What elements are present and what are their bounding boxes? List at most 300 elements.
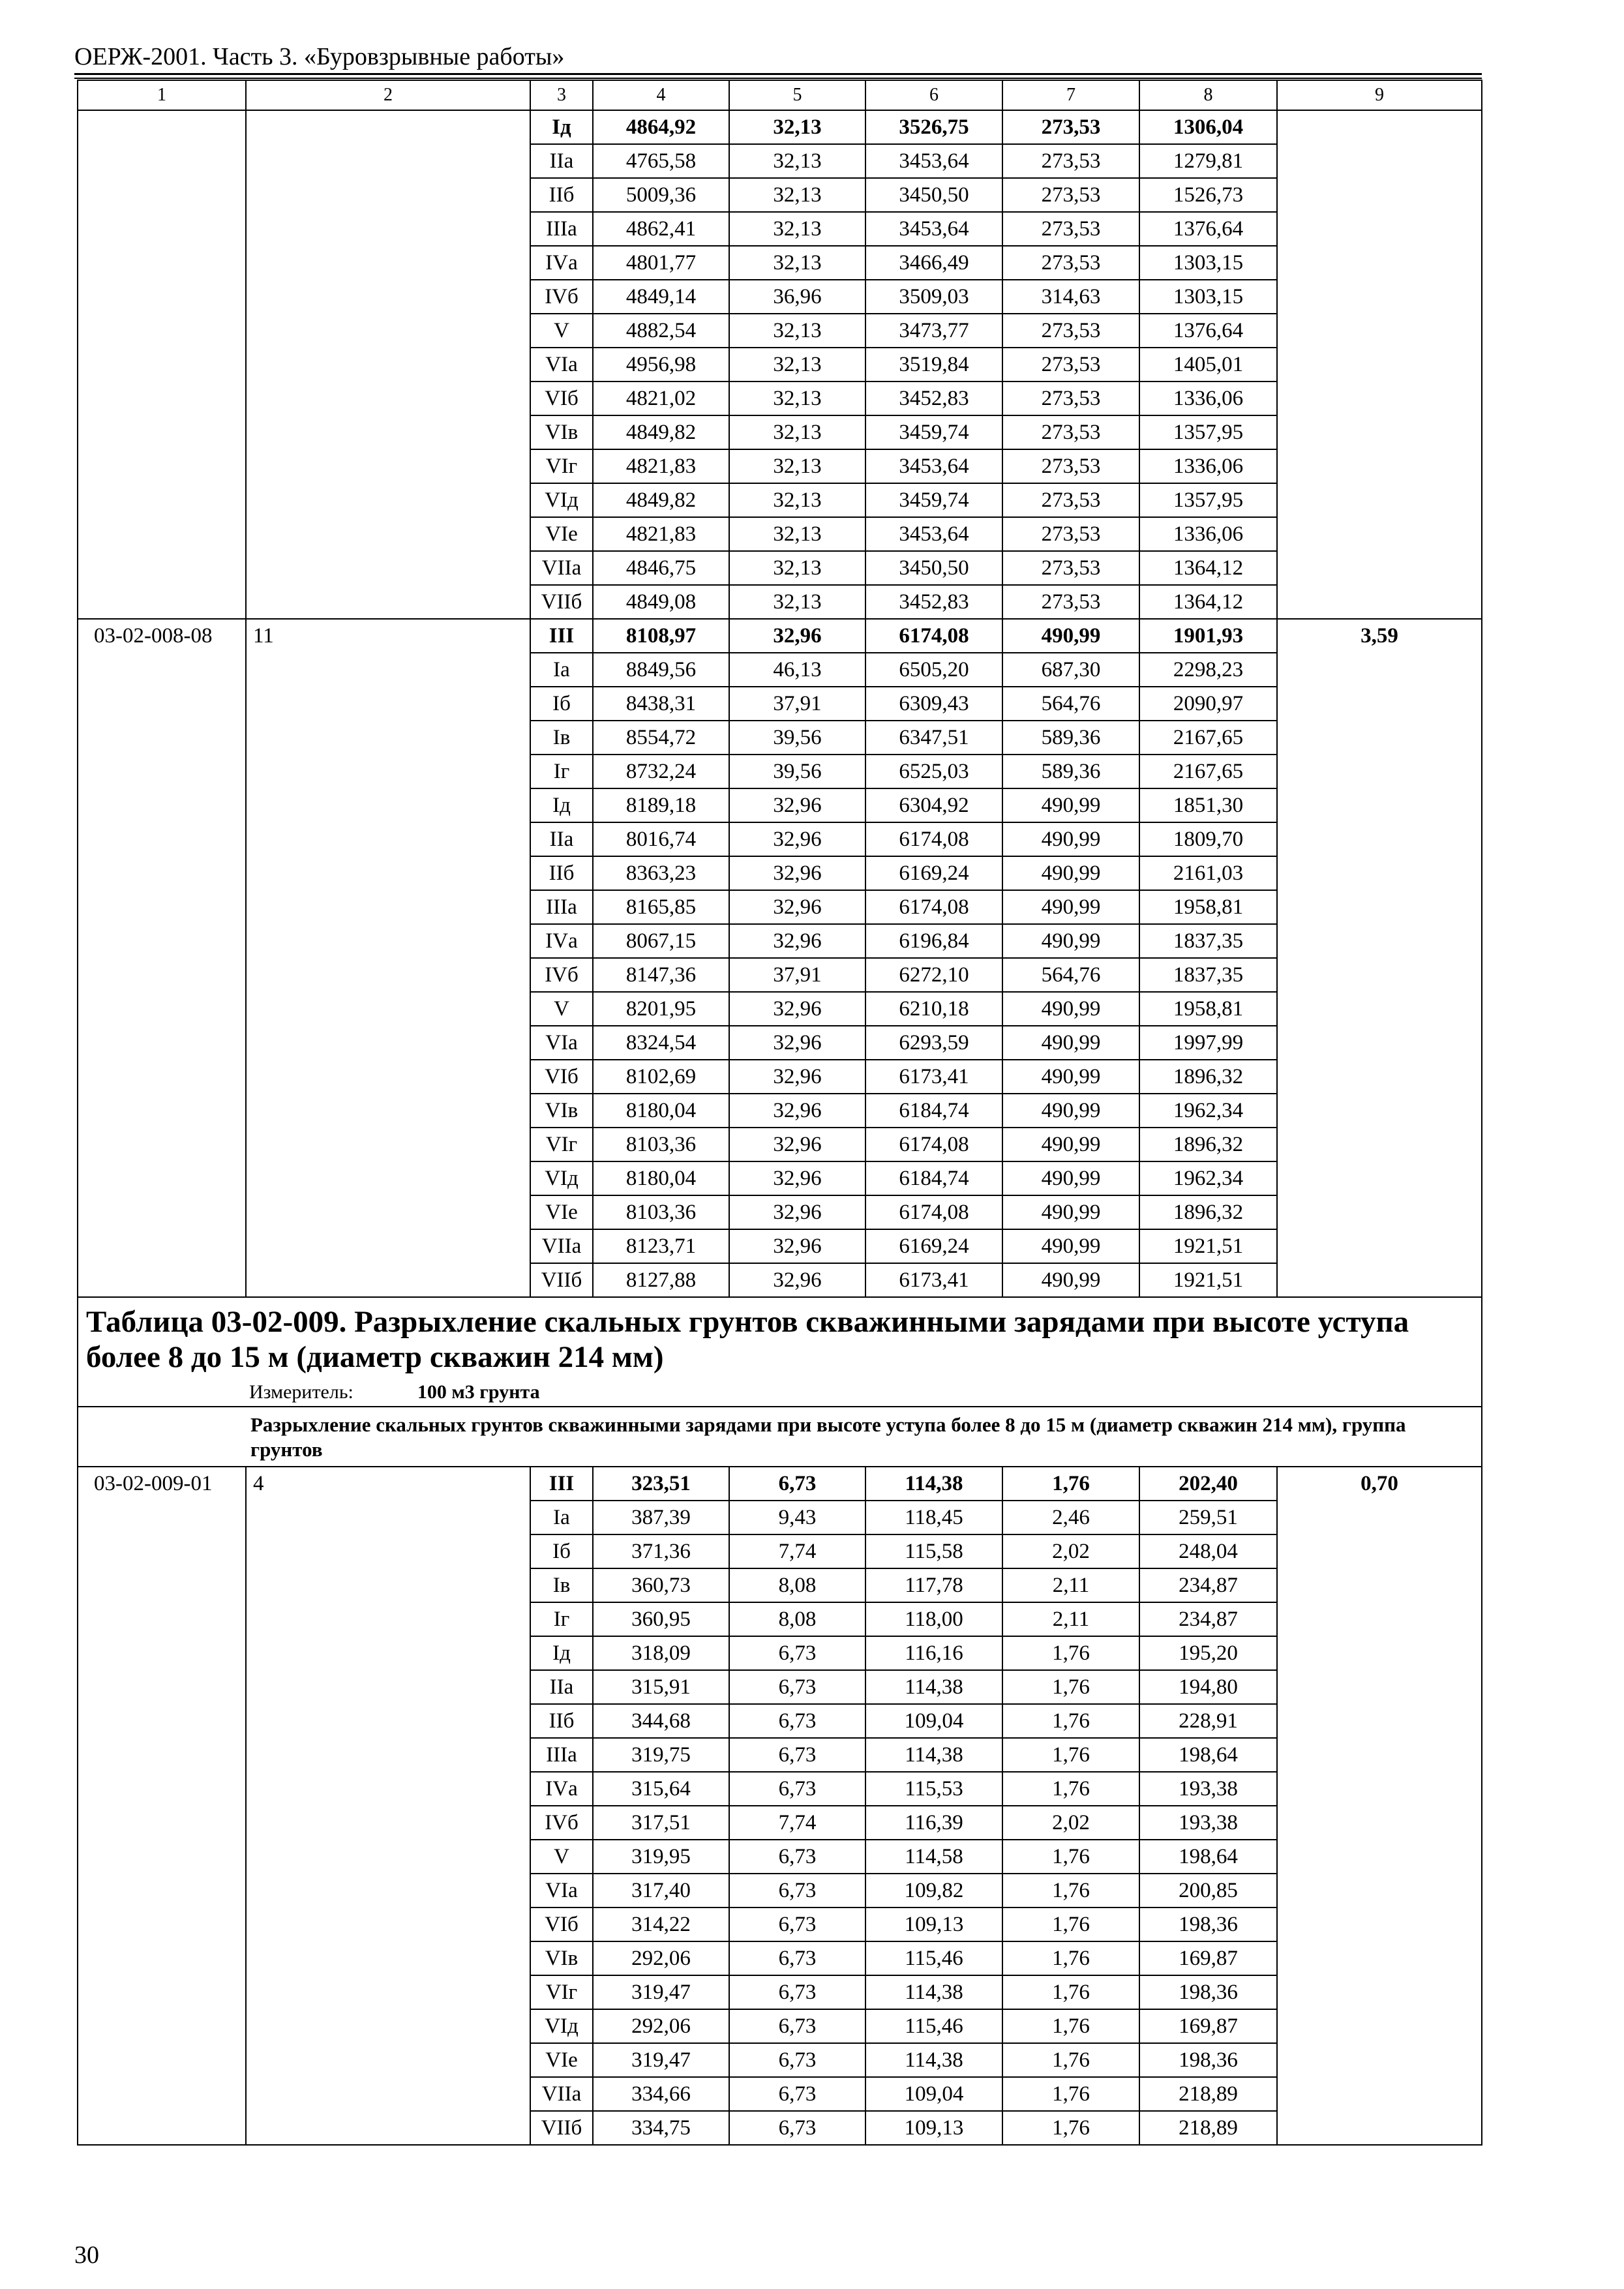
quantity-cell (246, 1602, 530, 1636)
table-row (78, 721, 1482, 755)
value-cell: 193,38 (1139, 1772, 1277, 1806)
quantity-cell (246, 1874, 530, 1908)
soil-group-cell: Iв (530, 721, 593, 755)
value-cell: 6,73 (729, 1772, 865, 1806)
value-cell: 1997,99 (1139, 1026, 1277, 1060)
rate-code-cell (78, 2077, 246, 2111)
value-cell: 314,63 (1002, 280, 1139, 314)
coefficient-cell: 3,59 (1277, 619, 1482, 653)
coefficient-cell (1277, 1568, 1482, 1602)
quantity-cell (246, 822, 530, 856)
soil-group-cell: Iб (530, 1534, 593, 1568)
coefficient-cell (1277, 585, 1482, 619)
soil-group-cell: VIг (530, 1128, 593, 1161)
value-cell: 1376,64 (1139, 212, 1277, 246)
value-cell: 319,47 (593, 2043, 729, 2077)
value-cell: 8324,54 (593, 1026, 729, 1060)
soil-group-cell: VIа (530, 1026, 593, 1060)
value-cell: 32,96 (729, 1026, 865, 1060)
value-cell: 6174,08 (865, 1195, 1002, 1229)
table-row (78, 1975, 1482, 2009)
soil-group-cell: V (530, 1840, 593, 1874)
value-cell: 292,06 (593, 2009, 729, 2043)
coefficient-cell (1277, 551, 1482, 585)
quantity-cell (246, 1568, 530, 1602)
quantity-cell (246, 653, 530, 687)
value-cell: 32,96 (729, 1128, 865, 1161)
soil-group-cell: VIд (530, 483, 593, 517)
rate-code-cell: 03-02-008-08 (78, 619, 246, 653)
value-cell: 315,64 (593, 1772, 729, 1806)
soil-group-cell: VIе (530, 2043, 593, 2077)
coefficient-cell (1277, 178, 1482, 212)
rate-code-cell (78, 517, 246, 551)
value-cell: 8016,74 (593, 822, 729, 856)
value-cell: 8,08 (729, 1568, 865, 1602)
coefficient-cell (1277, 1128, 1482, 1161)
continued-block (78, 110, 1482, 619)
coefficient-cell (1277, 2043, 1482, 2077)
rate-code-cell (78, 1704, 246, 1738)
quantity-cell (246, 1094, 530, 1128)
value-cell: 317,51 (593, 1806, 729, 1840)
value-cell: 6347,51 (865, 721, 1002, 755)
column-number: 1 (78, 80, 246, 110)
coefficient-cell (1277, 2111, 1482, 2145)
quantity-cell (246, 110, 530, 144)
soil-group-cell: Iд (530, 110, 593, 144)
column-number: 5 (729, 80, 865, 110)
rate-code-cell (78, 924, 246, 958)
coefficient-cell: 0,70 (1277, 1467, 1482, 1501)
quantity-cell (246, 890, 530, 924)
value-cell: 9,43 (729, 1501, 865, 1534)
rate-code-cell (78, 1840, 246, 1874)
rate-code-cell (78, 1975, 246, 2009)
value-cell: 234,87 (1139, 1568, 1277, 1602)
value-cell: 37,91 (729, 958, 865, 992)
value-cell: 3450,50 (865, 178, 1002, 212)
quantity-cell: 11 (246, 619, 530, 653)
table-row (78, 1128, 1482, 1161)
value-cell: 490,99 (1002, 788, 1139, 822)
quantity-cell (246, 1806, 530, 1840)
rate-block-03-02-008-08 (78, 619, 1482, 1297)
value-cell: 32,13 (729, 144, 865, 178)
quantity-cell (246, 517, 530, 551)
value-cell: 3509,03 (865, 280, 1002, 314)
value-cell: 5009,36 (593, 178, 729, 212)
rate-code-cell (78, 1670, 246, 1704)
soil-group-cell: IVб (530, 1806, 593, 1840)
value-cell: 334,66 (593, 2077, 729, 2111)
value-cell: 490,99 (1002, 856, 1139, 890)
quantity-cell (246, 1501, 530, 1534)
table-row (78, 1195, 1482, 1229)
rate-code-cell (78, 992, 246, 1026)
value-cell: 3453,64 (865, 517, 1002, 551)
table-row (78, 1229, 1482, 1263)
value-cell: 1357,95 (1139, 483, 1277, 517)
table-row (78, 551, 1482, 585)
value-cell: 32,96 (729, 856, 865, 890)
rate-code-cell (78, 348, 246, 382)
value-cell: 4846,75 (593, 551, 729, 585)
value-cell: 1376,64 (1139, 314, 1277, 348)
soil-group-cell: IIIа (530, 212, 593, 246)
value-cell: 4862,41 (593, 212, 729, 246)
value-cell: 8438,31 (593, 687, 729, 721)
soil-group-cell: VIIа (530, 1229, 593, 1263)
coefficient-cell (1277, 348, 1482, 382)
value-cell: 1,76 (1002, 1704, 1139, 1738)
rate-code-cell (78, 653, 246, 687)
value-cell: 32,13 (729, 551, 865, 585)
value-cell: 109,82 (865, 1874, 1002, 1908)
rate-code-cell (78, 1941, 246, 1975)
coefficient-cell (1277, 314, 1482, 348)
value-cell: 1526,73 (1139, 178, 1277, 212)
coefficient-cell (1277, 2009, 1482, 2043)
value-cell: 6,73 (729, 1704, 865, 1738)
value-cell: 8201,95 (593, 992, 729, 1026)
rate-code-cell (78, 1195, 246, 1229)
value-cell: 6174,08 (865, 1128, 1002, 1161)
value-cell: 4956,98 (593, 348, 729, 382)
soil-group-cell: IVб (530, 958, 593, 992)
value-cell: 6304,92 (865, 788, 1002, 822)
value-cell: 6,73 (729, 1908, 865, 1941)
quantity-cell (246, 1128, 530, 1161)
value-cell: 1,76 (1002, 1772, 1139, 1806)
value-cell: 6,73 (729, 2111, 865, 2145)
table-row (78, 1636, 1482, 1670)
value-cell: 109,13 (865, 1908, 1002, 1941)
value-cell: 8180,04 (593, 1094, 729, 1128)
value-cell: 2,11 (1002, 1602, 1139, 1636)
coefficient-cell (1277, 1263, 1482, 1297)
value-cell: 319,47 (593, 1975, 729, 2009)
value-cell: 8189,18 (593, 788, 729, 822)
quantity-cell (246, 280, 530, 314)
value-cell: 6184,74 (865, 1161, 1002, 1195)
value-cell: 2,46 (1002, 1501, 1139, 1534)
value-cell: 198,36 (1139, 1975, 1277, 2009)
quantity-cell (246, 1636, 530, 1670)
value-cell: 1336,06 (1139, 382, 1277, 415)
value-cell: 273,53 (1002, 449, 1139, 483)
value-cell: 490,99 (1002, 822, 1139, 856)
quantity-cell (246, 924, 530, 958)
table-row (78, 1060, 1482, 1094)
rate-code-cell (78, 449, 246, 483)
value-cell: 6525,03 (865, 755, 1002, 788)
soil-group-cell: Iа (530, 1501, 593, 1534)
quantity-cell (246, 1840, 530, 1874)
quantity-cell (246, 382, 530, 415)
rate-code-cell (78, 1263, 246, 1297)
rate-code-cell (78, 788, 246, 822)
rate-code-cell (78, 890, 246, 924)
value-cell: 6309,43 (865, 687, 1002, 721)
value-cell: 387,39 (593, 1501, 729, 1534)
soil-group-cell: Iа (530, 653, 593, 687)
rate-code-cell (78, 314, 246, 348)
coefficient-cell (1277, 992, 1482, 1026)
coefficient-cell (1277, 1908, 1482, 1941)
coefficient-cell (1277, 1941, 1482, 1975)
value-cell: 1958,81 (1139, 992, 1277, 1026)
value-cell: 248,04 (1139, 1534, 1277, 1568)
value-cell: 8554,72 (593, 721, 729, 755)
value-cell: 200,85 (1139, 1874, 1277, 1908)
value-cell: 490,99 (1002, 1161, 1139, 1195)
value-cell: 7,74 (729, 1806, 865, 1840)
table-row (78, 415, 1482, 449)
table-row (78, 788, 1482, 822)
quantity-cell (246, 1738, 530, 1772)
value-cell: 2298,23 (1139, 653, 1277, 687)
value-cell: 32,96 (729, 1060, 865, 1094)
value-cell: 1,76 (1002, 2077, 1139, 2111)
rate-code-cell (78, 721, 246, 755)
rate-code-cell (78, 1772, 246, 1806)
value-cell: 32,13 (729, 585, 865, 619)
value-cell: 8127,88 (593, 1263, 729, 1297)
header-rule (74, 73, 1482, 75)
table-row (78, 1806, 1482, 1840)
value-cell: 1851,30 (1139, 788, 1277, 822)
value-cell: 3519,84 (865, 348, 1002, 382)
soil-group-cell: IVа (530, 246, 593, 280)
value-cell: 371,36 (593, 1534, 729, 1568)
value-cell: 319,75 (593, 1738, 729, 1772)
value-cell: 6272,10 (865, 958, 1002, 992)
value-cell: 1921,51 (1139, 1229, 1277, 1263)
value-cell: 8,08 (729, 1602, 865, 1636)
value-cell: 490,99 (1002, 1263, 1139, 1297)
value-cell: 1896,32 (1139, 1128, 1277, 1161)
value-cell: 115,46 (865, 1941, 1002, 1975)
soil-group-cell: Iб (530, 687, 593, 721)
quantity-cell (246, 178, 530, 212)
quantity-cell (246, 1195, 530, 1229)
rate-code-cell: 03-02-009-01 (78, 1467, 246, 1501)
table-row (78, 1026, 1482, 1060)
value-cell: 46,13 (729, 653, 865, 687)
table-row (78, 619, 1482, 653)
value-cell: 32,96 (729, 788, 865, 822)
coefficient-cell (1277, 212, 1482, 246)
value-cell: 3453,64 (865, 449, 1002, 483)
table-row (78, 1738, 1482, 1772)
value-cell: 6,73 (729, 2043, 865, 2077)
coefficient-cell (1277, 2077, 1482, 2111)
value-cell: 314,22 (593, 1908, 729, 1941)
value-cell: 32,13 (729, 178, 865, 212)
soil-group-cell: IVа (530, 924, 593, 958)
soil-group-cell: V (530, 314, 593, 348)
rate-code-cell (78, 856, 246, 890)
table-row (78, 653, 1482, 687)
coefficient-cell (1277, 1026, 1482, 1060)
value-cell: 118,00 (865, 1602, 1002, 1636)
value-cell: 1896,32 (1139, 1195, 1277, 1229)
value-cell: 490,99 (1002, 890, 1139, 924)
soil-group-cell: III (530, 1467, 593, 1501)
quantity-cell (246, 1670, 530, 1704)
table-row (78, 449, 1482, 483)
header-rule-secondary (74, 78, 1482, 79)
value-cell: 114,38 (865, 1467, 1002, 1501)
soil-group-cell: VIIа (530, 551, 593, 585)
value-cell: 198,36 (1139, 1908, 1277, 1941)
rate-code-cell (78, 1636, 246, 1670)
value-cell: 1958,81 (1139, 890, 1277, 924)
value-cell: 2,02 (1002, 1806, 1139, 1840)
rate-code-cell (78, 551, 246, 585)
value-cell: 114,38 (865, 1738, 1002, 1772)
quantity-cell (246, 144, 530, 178)
rate-code-cell (78, 1094, 246, 1128)
table-row (78, 178, 1482, 212)
quantity-cell (246, 551, 530, 585)
coefficient-cell (1277, 1670, 1482, 1704)
quantity-cell (246, 1941, 530, 1975)
value-cell: 4765,58 (593, 144, 729, 178)
value-cell: 6,73 (729, 1738, 865, 1772)
soil-group-cell: VIIб (530, 2111, 593, 2145)
table-row (78, 2111, 1482, 2145)
value-cell: 169,87 (1139, 2009, 1277, 2043)
value-cell: 39,56 (729, 721, 865, 755)
soil-group-cell: IIа (530, 144, 593, 178)
soil-group-cell: IIб (530, 856, 593, 890)
soil-group-cell: VIг (530, 1975, 593, 2009)
soil-group-cell: VIг (530, 449, 593, 483)
value-cell: 1,76 (1002, 1738, 1139, 1772)
value-cell: 360,95 (593, 1602, 729, 1636)
coefficient-cell (1277, 653, 1482, 687)
value-cell: 6,73 (729, 2009, 865, 2043)
rate-code-cell (78, 958, 246, 992)
coefficient-cell (1277, 1874, 1482, 1908)
value-cell: 198,64 (1139, 1840, 1277, 1874)
table-row (78, 1670, 1482, 1704)
value-cell: 3452,83 (865, 382, 1002, 415)
coefficient-cell (1277, 1094, 1482, 1128)
value-cell: 8108,97 (593, 619, 729, 653)
value-cell: 32,96 (729, 822, 865, 856)
coefficient-cell (1277, 483, 1482, 517)
quantity-cell (246, 2043, 530, 2077)
value-cell: 6,73 (729, 1467, 865, 1501)
rate-code-cell (78, 1060, 246, 1094)
quantity-cell (246, 1161, 530, 1195)
measure-label: Измеритель: (249, 1381, 353, 1403)
value-cell: 2167,65 (1139, 721, 1277, 755)
soil-group-cell: IVб (530, 280, 593, 314)
value-cell: 4849,82 (593, 483, 729, 517)
value-cell: 198,64 (1139, 1738, 1277, 1772)
value-cell: 687,30 (1002, 653, 1139, 687)
value-cell: 32,96 (729, 1263, 865, 1297)
value-cell: 4821,02 (593, 382, 729, 415)
value-cell: 1364,12 (1139, 585, 1277, 619)
value-cell: 1303,15 (1139, 280, 1277, 314)
value-cell: 490,99 (1002, 1195, 1139, 1229)
quantity-cell (246, 2111, 530, 2145)
value-cell: 360,73 (593, 1568, 729, 1602)
value-cell: 4882,54 (593, 314, 729, 348)
quantity-cell (246, 1704, 530, 1738)
quantity-cell (246, 687, 530, 721)
value-cell: 6173,41 (865, 1060, 1002, 1094)
quantity-cell (246, 1975, 530, 2009)
quantity-cell (246, 1772, 530, 1806)
quantity-cell (246, 1026, 530, 1060)
quantity-cell (246, 483, 530, 517)
value-cell: 115,58 (865, 1534, 1002, 1568)
quantity-cell (246, 1534, 530, 1568)
value-cell: 116,16 (865, 1636, 1002, 1670)
value-cell: 6173,41 (865, 1263, 1002, 1297)
value-cell: 118,45 (865, 1501, 1002, 1534)
value-cell: 273,53 (1002, 212, 1139, 246)
value-cell: 1901,93 (1139, 619, 1277, 653)
rate-code-cell (78, 822, 246, 856)
quantity-cell (246, 1908, 530, 1941)
rate-code-cell (78, 1161, 246, 1195)
value-cell: 194,80 (1139, 1670, 1277, 1704)
soil-group-cell: IIб (530, 178, 593, 212)
value-cell: 32,13 (729, 382, 865, 415)
coefficient-cell (1277, 1534, 1482, 1568)
quantity-cell (246, 755, 530, 788)
value-cell: 32,13 (729, 110, 865, 144)
value-cell: 32,96 (729, 890, 865, 924)
rate-code-cell (78, 2009, 246, 2043)
coefficient-cell (1277, 1636, 1482, 1670)
value-cell: 318,09 (593, 1636, 729, 1670)
table-row (78, 280, 1482, 314)
soil-group-cell: VIе (530, 517, 593, 551)
rate-code-cell (78, 1026, 246, 1060)
value-cell: 564,76 (1002, 958, 1139, 992)
value-cell: 315,91 (593, 1670, 729, 1704)
rate-code-cell (78, 144, 246, 178)
table-title: Таблица 03-02-009. Разрыхление скальных грунтов скважинными зарядами при высоте уступа более 8 до 15 м (диаметр скважин 214 мм) (78, 1297, 1482, 1379)
table-row (78, 1704, 1482, 1738)
value-cell: 273,53 (1002, 483, 1139, 517)
soil-group-cell: Iг (530, 1602, 593, 1636)
value-cell: 32,96 (729, 924, 865, 958)
table-row (78, 1534, 1482, 1568)
value-cell: 1962,34 (1139, 1094, 1277, 1128)
value-cell: 114,38 (865, 2043, 1002, 2077)
value-cell: 273,53 (1002, 517, 1139, 551)
rate-code-cell (78, 755, 246, 788)
column-number: 2 (246, 80, 530, 110)
soil-group-cell: Iд (530, 1636, 593, 1670)
value-cell: 115,46 (865, 2009, 1002, 2043)
value-cell: 8849,56 (593, 653, 729, 687)
value-cell: 1896,32 (1139, 1060, 1277, 1094)
value-cell: 273,53 (1002, 178, 1139, 212)
table-row (78, 517, 1482, 551)
rate-code-cell (78, 1738, 246, 1772)
table-row (78, 348, 1482, 382)
